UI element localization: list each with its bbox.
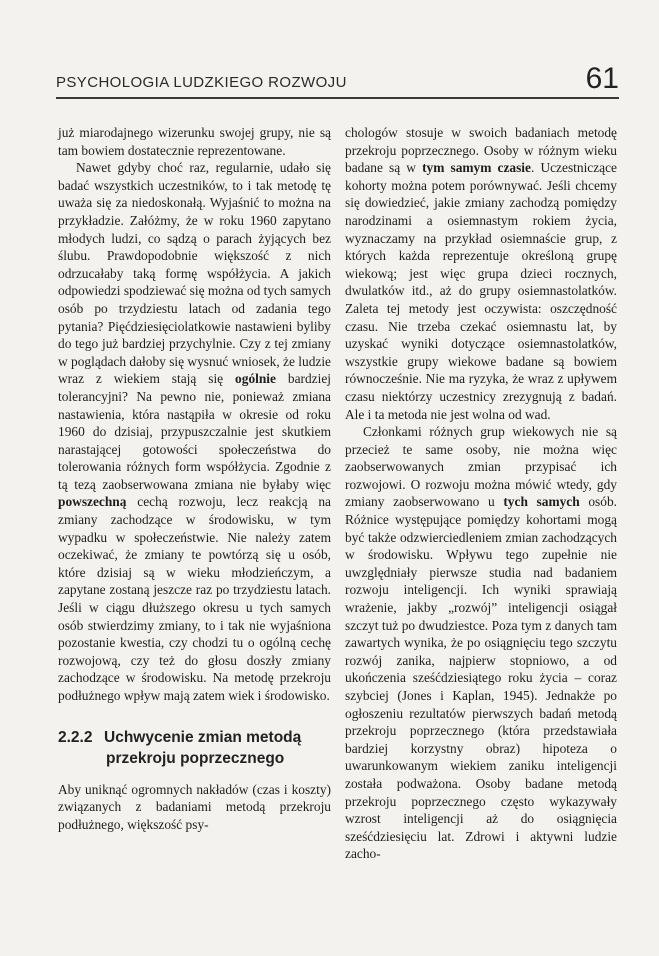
section-title: [104, 727, 331, 769]
left-column: [58, 124, 331, 833]
section-title-line: przekroju poprzecznego: [106, 749, 285, 767]
page-number: 61: [585, 62, 619, 95]
paragraph: [58, 159, 331, 704]
section-title-line: Uchwycenie zmian metodą: [104, 728, 302, 746]
paragraph-text: już miarodajnego wizerunku swojej grupy, nie są tam bowiem dostatecznie reprezentowane.: [58, 125, 331, 158]
header-rule: [56, 97, 619, 99]
emphasis: ogólnie: [235, 371, 276, 387]
paragraph-text: Członkami różnych grup wiekowych nie są przecież te same osoby, nie można więc zaobserwowanych zmian przypisać ich rozwojowi. O rozwoju można mówić wtedy, gdy zmiany zaobserwowano u: [345, 424, 617, 510]
running-title: PSYCHOLOGIA LUDZKIEGO ROZWOJU: [56, 74, 347, 91]
right-column: [345, 124, 617, 863]
section-heading: [58, 727, 331, 769]
paragraph: [345, 124, 617, 423]
paragraph: [345, 423, 617, 863]
paragraph-text: cechą rozwoju, lecz reakcją na zmiany zachodzące w środowisku, w tym wypadku w społeczeństwie. Nie należy zatem oczekiwać, że zmiany te powtórzą się u osób, które dzisiaj są w wieku młodzieńczym, a zapytane zostaną jeszcze raz po trzydziestu latach. Jeśli w ciągu dłuższego okresu u tych samych osób stwierdzimy zmiany, to i tak nie wyjaśniona pozostanie kwestia, czy chodzi tu o ogólną cechę rozwojową, czy też do głosu doszły zmiany zachodzące w środowisku. Na metodę przekroju podłużnego wpływ mają zatem wiek i środowisko.: [58, 494, 331, 703]
paragraph-text: Nawet gdyby choć raz, regularnie, udało się badać wszystkich uczestników, to i tak metodę tę uważa się za niedoskonałą. Wyjaśnić to można na przykładzie. Załóżmy, że w roku 1960 zapytano młodych ludzi, co sądzą o parach żyjących bez ślubu. Prawdopodobnie większość z nich odrzucałaby taką formę współżycia. A jakich odpowiedzi spodziewać się można od tych samych osób po trzydziestu latach od zadania tego pytania? Pięćdziesięciolatkowie nastawieni byliby do tego już bardziej przychylnie. Czy z tej zmiany w poglądach dałoby się wysnuć wniosek, że ludzie wraz z wiekiem stają się: [58, 160, 331, 387]
paragraph-text: Aby uniknąć ogromnych nakładów (czas i koszty) związanych z badaniami metodą przekroju podłużnego, większość psy-: [58, 781, 331, 832]
section-number: 2.2.2: [58, 728, 93, 746]
emphasis: tym samym czasie: [422, 160, 531, 176]
paragraph-text: . Uczestniczące kohorty można potem porównywać. Jeśli chcemy się dowiedzieć, jakie zmiany zachodzą pomiędzy narodzinami a osiemnastym rokiem życia, wyznaczamy na przykład osiemnaście grup, z których każda reprezentuje określoną grupę wiekową; jest więc grupa dzieci rocznych, dwulatków itd., aż do grupy osiemnastolatków. Zaleta tej metody jest oczywista: oszczędność czasu. Nie trzeba czekać osiemnastu lat, by uzyskać wyniki dotyczące osiemnastolatków, wszystkie grupy wiekowe badane są bowiem równocześnie. Nie ma ryzyka, że wraz z upływem czasu niektórzy uczestnicy zrezygnują z badań. Ale i ta metoda nie jest wolna od wad.: [345, 160, 618, 422]
paragraph-text: bardziej tolerancyjni? Na pewno nie, ponieważ zmiana nastawienia, która nastąpiła w okresie od roku 1960 do dzisiaj, przypuszczalnie jest skutkiem narastającej gotowości społeczeństwa do tolerowania różnych form współżycia. Zgodnie z tą tezą zaobserwowana zmiana nie byłaby więc: [58, 371, 331, 492]
emphasis: tych samych: [503, 494, 580, 510]
paragraph-text: chologów stosuje w swoich badaniach metodę przekroju poprzecznego. Osoby w różnym wieku badane są w: [345, 125, 617, 176]
paragraph: [58, 781, 331, 834]
emphasis: powszechną: [58, 494, 127, 510]
paragraph: [58, 124, 331, 159]
paragraph-text: osób. Różnice występujące pomiędzy kohortami mogą być także odzwierciedleniem zmian zachodzących w środowisku. Wpływu tego zupełnie nie uwzględniały pierwsze studia nad badaniem rozwoju inteligencji. Ich wyniki sprawiają wrażenie, jakby „rozwój” inteligencji osiągał szczyt tuż po dwudziestce. Poza tym z danych tam zawartych wynika, że po osiągnięciu tego szczytu rozwój zanika, najpierw stopniowo, a od ukończenia sześćdziesiątego roku życia – coraz szybciej (Jones i Kaplan, 1945). Jednakże po ogłoszeniu rezultatów pierwszych badań metodą przekroju poprzecznego (która przedstawiała bardziej korzystny obraz) hipoteza o uwarunkowanym wiekiem zaniku inteligencji została podważona. Osoby badane metodą przekroju poprzecznego często wykazywały wzrost inteligencji aż do osiągnięcia sześćdziesięciu lat. Zdrowi i aktywni ludzie zacho-: [345, 494, 618, 862]
